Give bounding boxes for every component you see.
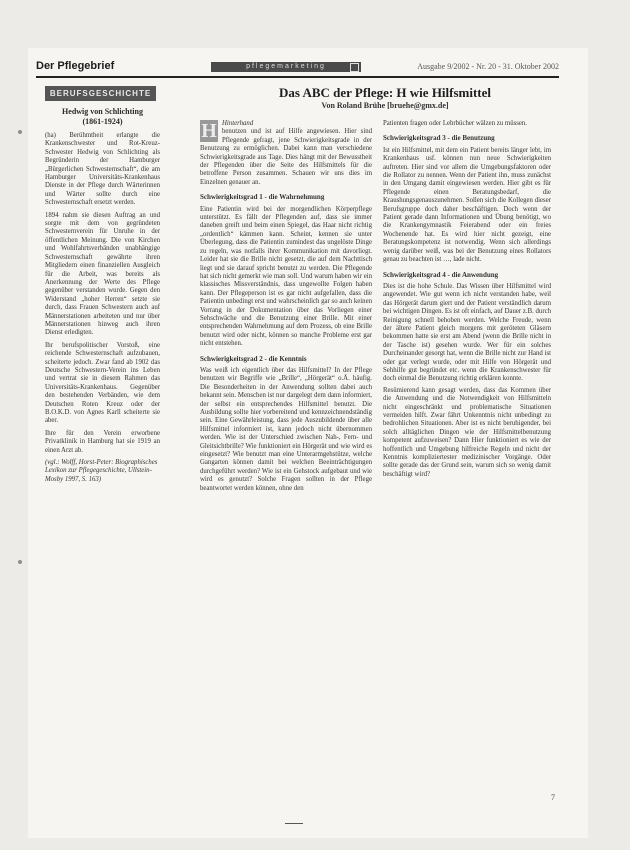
sidebar-paragraph: 1894 nahm sie diesen Auftrag an und sorgte mit dem von gegründeten Schwesternverein für Unruhe in der öffentlichen Meinung. Die von Kirchen und Wohlfahrtsverbänden unabhängige Schwesternschaft gewährte ihren Mitgliedern einen finanziellen Ausgleich für die Arbeit, was bereits als Anerkennung der Werte des Pflege gegenüber verstanden wurde. Gegen den Widerstand „hoher Herren“ setzte sie durch, dass Frauen Schwestern auch auf Männerstationen arbeiteten und nur über Männerstationen hinweg auch ihren Dienst erledigten. xyxy=(45,211,160,337)
section-text: Dies ist die hohe Schule. Das Wissen über Hilfsmittel wird angewendet. Wie gut wenn ich nicht verstanden habe, weil das Hörgerät darum giert und der Patient verständlich darum bei wichtigen Dingen. Es ist oft einfach, auf Dauer z.B. durch Reinigung schnell behoben werden. Welche Freude, wenn der ältere Patient gleich morgens mit geröteten Gläsern bekommen hatte sie erst am Abend (wenn die Brille nicht in der Tasche ist) gesehen wurde. Wer für ein solches Durcheinander gesorgt hat, wenn die Brille nicht zur Hand ist oder gar verlegt wurde, oder mit Hilfe von Hörgerät und Sehhilfe gut begründet etc. wenn die Krankenschwester für doch einmal die Benutzung richtig erklären konnte. xyxy=(383,282,551,383)
section-tag-label: pflegemarketing xyxy=(246,63,326,70)
sidebar-source: (vgl.: Wolff, Horst-Peter: Biographisches Lexikon zur Pflegegeschichte, Ullstein-Mosby 1997, S. 163) xyxy=(45,459,158,483)
issue-info: Ausgabe 9/2002 - Nr. 20 - 31. Oktober 2002 xyxy=(417,62,559,71)
article-author: Von Roland Brühe [bruehe@gmx.de] xyxy=(321,101,449,110)
end-mark xyxy=(285,823,303,824)
tag-icon xyxy=(350,63,359,72)
binder-hole xyxy=(18,560,22,564)
section-heading: Schwierigkeitsgrad 3 - die Benutzung xyxy=(383,134,495,143)
person-years: (1861-1924) xyxy=(82,117,123,126)
sidebar-paragraph: (ha) Berühmtheit erlangte die Krankenschwester und Rot-Kreuz-Schwester Hedwig von Schlichting als Begründerin der Hamburger „Bürgerlichen Schwesternschaft“, die am Hamburger Universitäts-Krankenhaus Dienste in der Pflege durch Wärterinnen und Wärter sollte durch eine Schwesternschaft ersetzt werden. xyxy=(45,132,160,207)
intro-paragraph xyxy=(200,120,372,187)
sidebar-paragraph: Ihre für den Verein erworbene Privatklinik in Hamburg hat sie 1919 an einen Arzt ab. xyxy=(45,429,160,454)
history-sidebar xyxy=(45,86,160,484)
section-text: Patienten fragen oder Lehrbücher wälzen zu müssen. xyxy=(383,120,527,127)
section-heading: Schwierigkeitsgrad 1 - die Wahrnehmung xyxy=(200,193,325,202)
sidebar-paragraph: Ihr berufspolitischer Vorstoß, eine reichende Schwesternschaft aufzubauen, scheiterte jedoch. Zwar fand ab 1902 das Deutsche Schwestern-Verein ins Leben und vertrat sie in diesem Rahmen das Universitäts-Krankenhaus. Gegenüber den bestehenden Verbänden, wie dem Deutschen Roten Kreuz oder der B.O.K.D. von Agnes Karll scheiterte sie aber. xyxy=(45,341,160,425)
section-text: Was weiß ich eigentlich über das Hilfsmittel? In der Pflege benutzen wir Begriffe wie „Brille“, „Hörgerät“ o.Ä. häufig. Die Besonderheiten in der Anwendung sollten dabei auch bekannt sein. Menschen ist nur dargelegt dem dann informiert, der selbst ein entsprechendes Hilfsmittel benutzt. Die Ausbildung sollte hier vorbereitend und kennzeichnendständig sein. Eine Gewährleistung, dass jede Auszubildende über alle Hilfsmittel informiert ist, kann jedoch nicht übernommen werden. Wie ist der Unterschied zwischen Nah-, Fern- und Gleitsichtbrille? Wie funktioniert ein Hörgerät und wie wird es eingesetzt? Wie benutzt man eine Unterarmgehstütze, welche Gangarten können damit bei welchen Beeinträchtigungen durchgeführt werden? Wie ist ein Gehstock aufgebaut und wie wird es genutzt? Solche Fragen sollten in der Pflege beantwortet werden können, ohne den xyxy=(200,366,372,492)
conclusion-text: Resümierend kann gesagt werden, dass das Kommen über die Anwendung und die Notwendigkeit von Hilfsmitteln nicht eingeschränkt und problematische Situationen vermeiden hilft. Zwar fährt Unkenntnis nicht unbedingt zu bedrohlichen Situationen. Aber ist es nicht beruhigender, bei solch alltäglichen Dingen wie der Hilfsmittelbenutzung kompetent aufzuweisen? Dann Hier funktioniert es wie der hoffentlich und Umgebung hilfreiche Regeln und nicht der Kenntnis kompliziertester medizinischer Vorgänge. Oder sollte gerade das der Grund sein, warum sich so wenig damit beschäftigt wird? xyxy=(383,386,551,478)
section-heading: Schwierigkeitsgrad 4 - die Anwendung xyxy=(383,270,499,279)
article-title: Das ABC der Pflege: H wie Hilfsmittel xyxy=(278,85,492,100)
page-number: 7 xyxy=(551,793,555,802)
person-heading xyxy=(45,107,160,127)
intro-label: Hinterhand xyxy=(222,120,254,127)
sidebar-body xyxy=(45,132,160,455)
intro-text: benutzen und ist auf Hilfe angewiesen. Hier sind Pflegende gefragt, jene Schwierigkeitsgrade in der Benutzung zu ermöglichen. Dabei kann man verschiedene Schwierigkeitsgrade aus Tage. Dies hängt mit der Bewusstheit der Pflegenden über die Seite des Hilfsmittels für die betroffene Person zusammen. Schauen wir uns dies im Einzelnen genauer an. xyxy=(200,128,372,186)
article-column-2 xyxy=(383,120,551,482)
section-tag xyxy=(211,62,361,72)
article-column-1 xyxy=(200,120,372,496)
section-text: Eine Patientin wird bei der morgendlichen Körperpflege unterstützt. Es fällt der Pflegenden auf, dass sie immer daneben greift und beim einen Spiegel, das Haar nicht richtig „ordentlich“ kämmen kann. Scheint, kennen sie unter Überlegung, dass die Patientin zumindest das ungelöste Dinge zu regeln, was notfalls ihrer Kommunikation mit davorliegt. Leider hat sie die Brille nicht gesetzt, die auf dem Nachttisch liegt und sie darauf spricht benutzt zu werden. Die Pflegende hat sich nicht gemerkt wie man soll. Und warum haben wir ein klassisches Missverständnis, dass ungewollte Folgen haben kann. Der Pflegeperson ist es gar nicht aufgefallen, dass die Patientin unbedingt erst und wahrscheinlich gar so auch keinen Vorrang in der Dokumentation über das Vorliegen einer Sehschwäche und die Benutzung einer Brille. Mit einer entsprechenden Wahrnehmung auf dem Prozess, ob eine Brille benutzt wird oder nicht, können so manche Probleme erst gar nicht entstehen. xyxy=(200,205,372,348)
sidebar-header: BERUFSGESCHICHTE xyxy=(45,86,156,101)
section-heading: Schwierigkeitsgrad 2 - die Kenntnis xyxy=(200,354,307,363)
newsletter-brand: Der Pflegebrief xyxy=(36,60,115,72)
drop-cap: H xyxy=(201,120,217,142)
section-text: Ist ein Hilfsmittel, mit dem ein Patient bereits länger lebt, im Krankenhaus usf. können nun neue Schwierigkeiten auftreten. Hier sind vor allem die Umgebungsfaktoren oder die Rollator zu nennen. Wenn der Patient ihn, muss zunächst in den Umgang damit eingewiesen werden. Hier gibt es für Pflegende einen Beratungsbedarf, die Kraushungsgenauszunehmen. Sollen sich die Kollegen dieser Berufsgruppe doch daher beschäftigen. Doch wenn der Patient gerade dann Informationen und Übung benötigt, wo die Krankengymnastik Feierabend oder ein freies Wochenende hat. Es wird hier nicht gezeigt, eine Beratungskompetenz ist notwendig. Wenn sich allerdings wenig darüber weiß, was bei der Benutzung eines Rollators genau zu beachten ist …, lade nicht. xyxy=(383,146,551,264)
binder-hole xyxy=(18,130,22,134)
masthead-rule xyxy=(36,76,559,78)
person-name: Hedwig von Schlichting xyxy=(62,107,143,116)
